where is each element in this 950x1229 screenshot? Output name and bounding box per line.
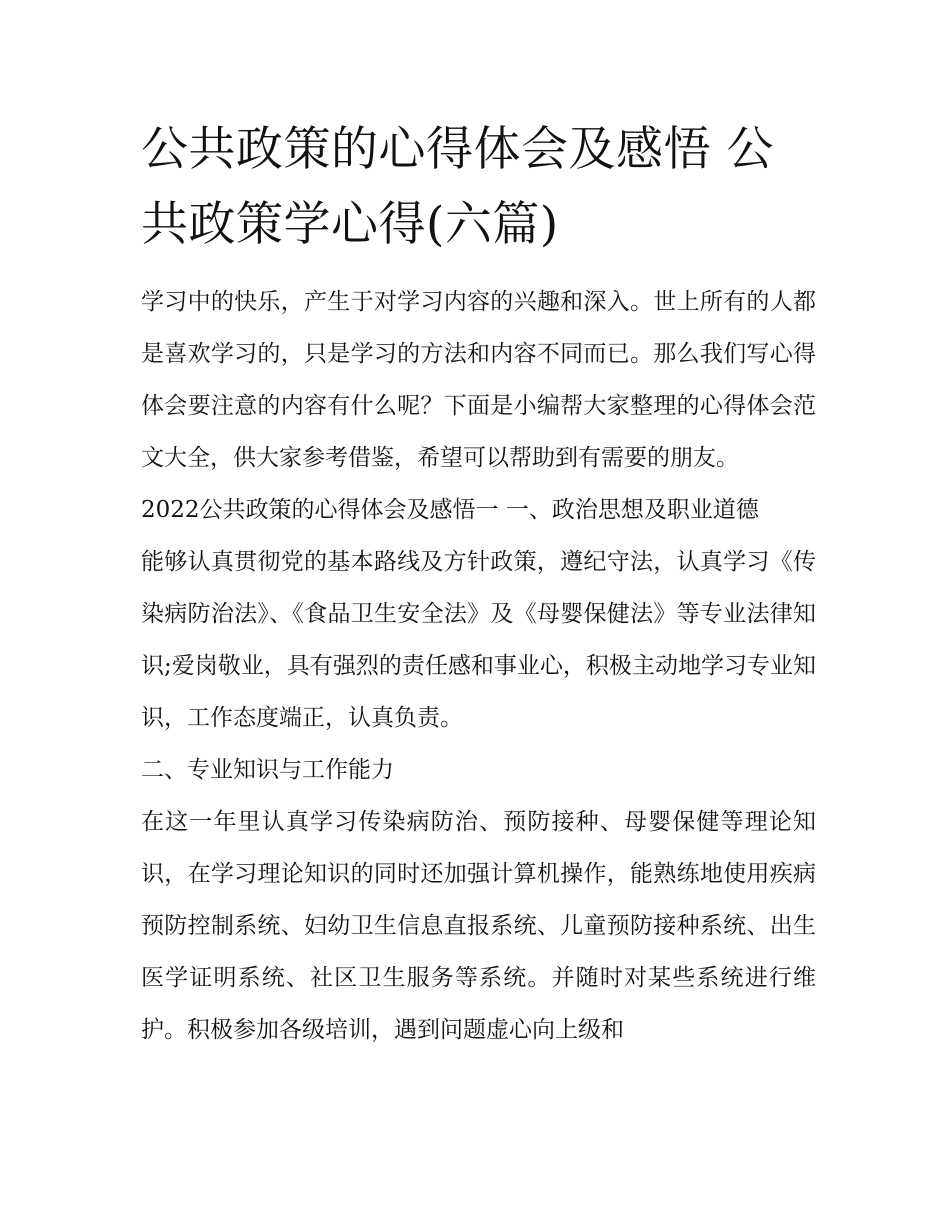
paragraph-section-one-heading: 2022公共政策的心得体会及感悟一 一、政治思想及职业道德 <box>141 497 759 523</box>
paragraph-political-ideology: 能够认真贯彻党的基本路线及方针政策，遵纪守法，认真学习《传染病防治法》、《食品卫生安全法》及《母婴保健法》等专业法律知识;爱岗敬业，具有强烈的责任感和事业心，积极主动地学习专业知识，工作态度端正，认真负责。 <box>141 549 816 731</box>
paragraph-section-two-heading: 二、专业知识与工作能力 <box>141 757 394 783</box>
document-title: 公共政策的心得体会及感悟 公共政策学心得(六篇) <box>141 122 774 252</box>
document-page <box>141 112 816 1056</box>
paragraph-professional-knowledge: 在这一年里认真学习传染病防治、预防接种、母婴保健等理论知识，在学习理论知识的同时还加强计算机操作，能熟练地使用疾病预防控制系统、妇幼卫生信息直报系统、儿童预防接种系统、出生医学证明系统、社区卫生服务等系统。并随时对某些系统进行维护。积极参加各级培训，遇到问题虚心向上级和 <box>141 809 816 1043</box>
paragraph-intro: 学习中的快乐，产生于对学习内容的兴趣和深入。世上所有的人都是喜欢学习的，只是学习的方法和内容不同而已。那么我们写心得体会要注意的内容有什么呢？下面是小编帮大家整理的心得体会范文大全，供大家参考借鉴，希望可以帮助到有需要的朋友。 <box>141 289 816 471</box>
